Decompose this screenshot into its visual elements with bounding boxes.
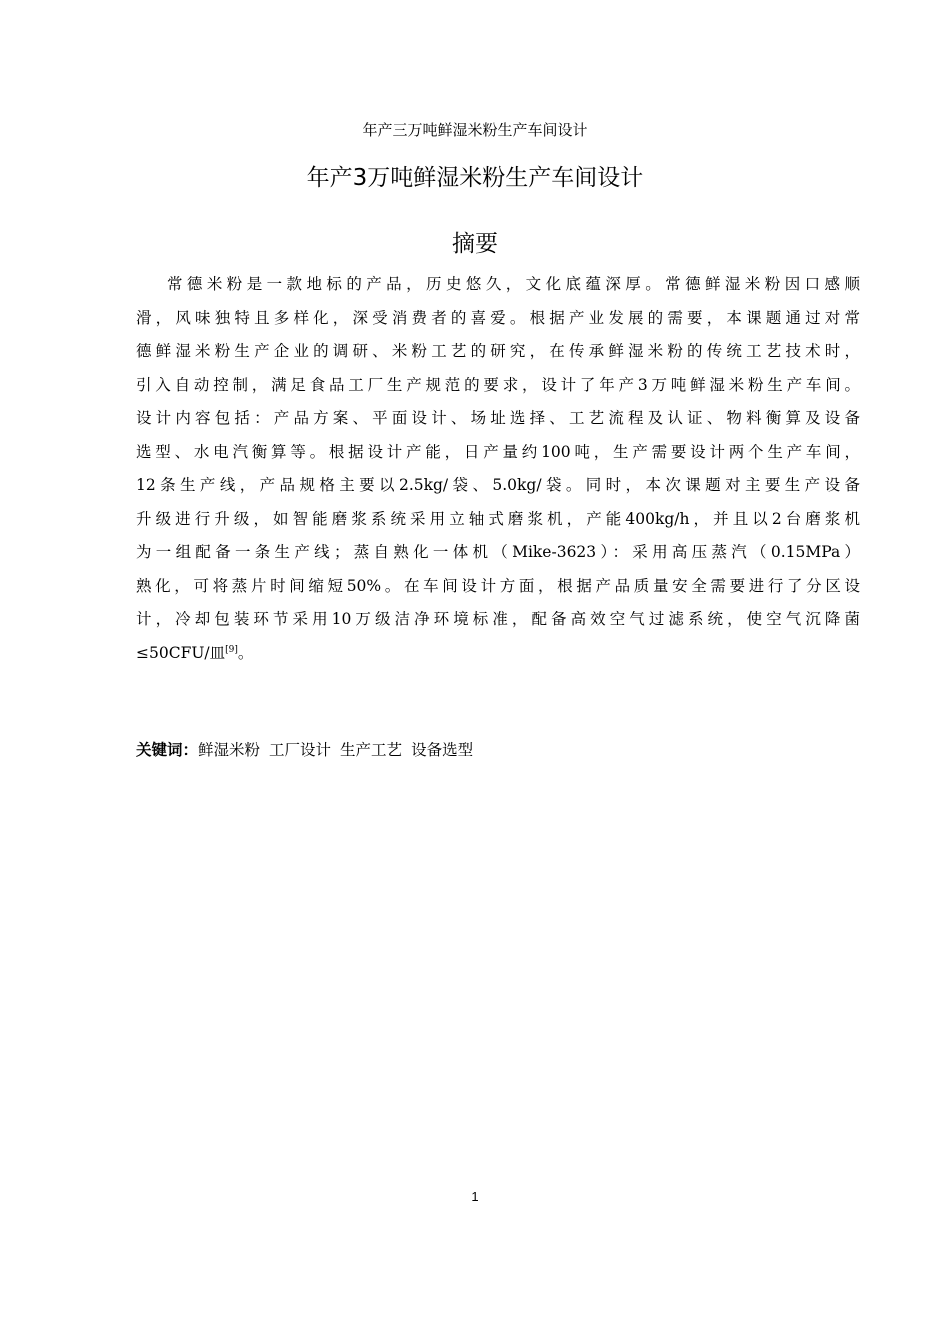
abstract-line: 熟化，可将蒸片时间缩短50%。在车间设计方面，根据产品质量安全需要进行了分区设 [136, 576, 860, 595]
keywords-label: 关键词： [136, 741, 199, 759]
page-number: 1 [471, 1189, 479, 1204]
abstract-heading: 摘要 [452, 231, 498, 257]
keyword-item: 鲜湿米粉 [198, 741, 261, 759]
abstract-line: 选型、水电汽衡算等。根据设计产能，日产量约100吨，生产需要设计两个生产车间， [136, 442, 860, 461]
abstract-line: 德鲜湿米粉生产企业的调研、米粉工艺的研究，在传承鲜湿米粉的传统工艺技术时， [136, 342, 860, 360]
abstract-last-line-end: 。 [237, 643, 254, 662]
abstract-line: 滑，风味独特且多样化，深受消费者的喜爱。根据产业发展的需要，本课题通过对常 [136, 308, 860, 327]
running-header: 年产三万吨鲜湿米粉生产车间设计 [362, 121, 588, 139]
abstract-line: 常德米粉是一款地标的产品，历史悠久，文化底蕴深厚。常德鲜湿米粉因口感顺 [167, 275, 860, 293]
abstract-body [136, 268, 860, 670]
keyword-item: 设备选型 [411, 741, 474, 759]
keywords-line [136, 738, 860, 762]
abstract-line: 升级进行升级，如智能磨浆系统采用立轴式磨浆机，产能400kg/h，并且以2台磨浆机 [136, 509, 860, 528]
abstract-line: 为一组配备一条生产线；蒸自熟化一体机（Mike-3623）：采用高压蒸汽（0.15MPa） [136, 543, 860, 561]
citation-reference[interactable]: [9] [225, 644, 238, 655]
keyword-item: 工厂设计 [269, 741, 332, 759]
abstract-line: 引入自动控制，满足食品工厂生产规范的要求，设计了年产3万吨鲜湿米粉生产车间。 [136, 375, 860, 394]
document-title: 年产3万吨鲜湿米粉生产车间设计 [306, 165, 644, 191]
keyword-item: 生产工艺 [340, 741, 403, 759]
abstract-last-line [136, 637, 860, 671]
abstract-line: 计，冷却包装环节采用10万级洁净环境标准，配备高效空气过滤系统，使空气沉降菌 [136, 610, 860, 628]
abstract-line: 12条生产线，产品规格主要以2.5kg/袋、5.0kg/袋。同时，本次课题对主要生产设备 [136, 476, 860, 494]
abstract-last-line-text: ≤50CFU/皿 [136, 643, 226, 662]
abstract-line: 设计内容包括：产品方案、平面设计、场址选择、工艺流程及认证、物料衡算及设备 [136, 409, 860, 427]
